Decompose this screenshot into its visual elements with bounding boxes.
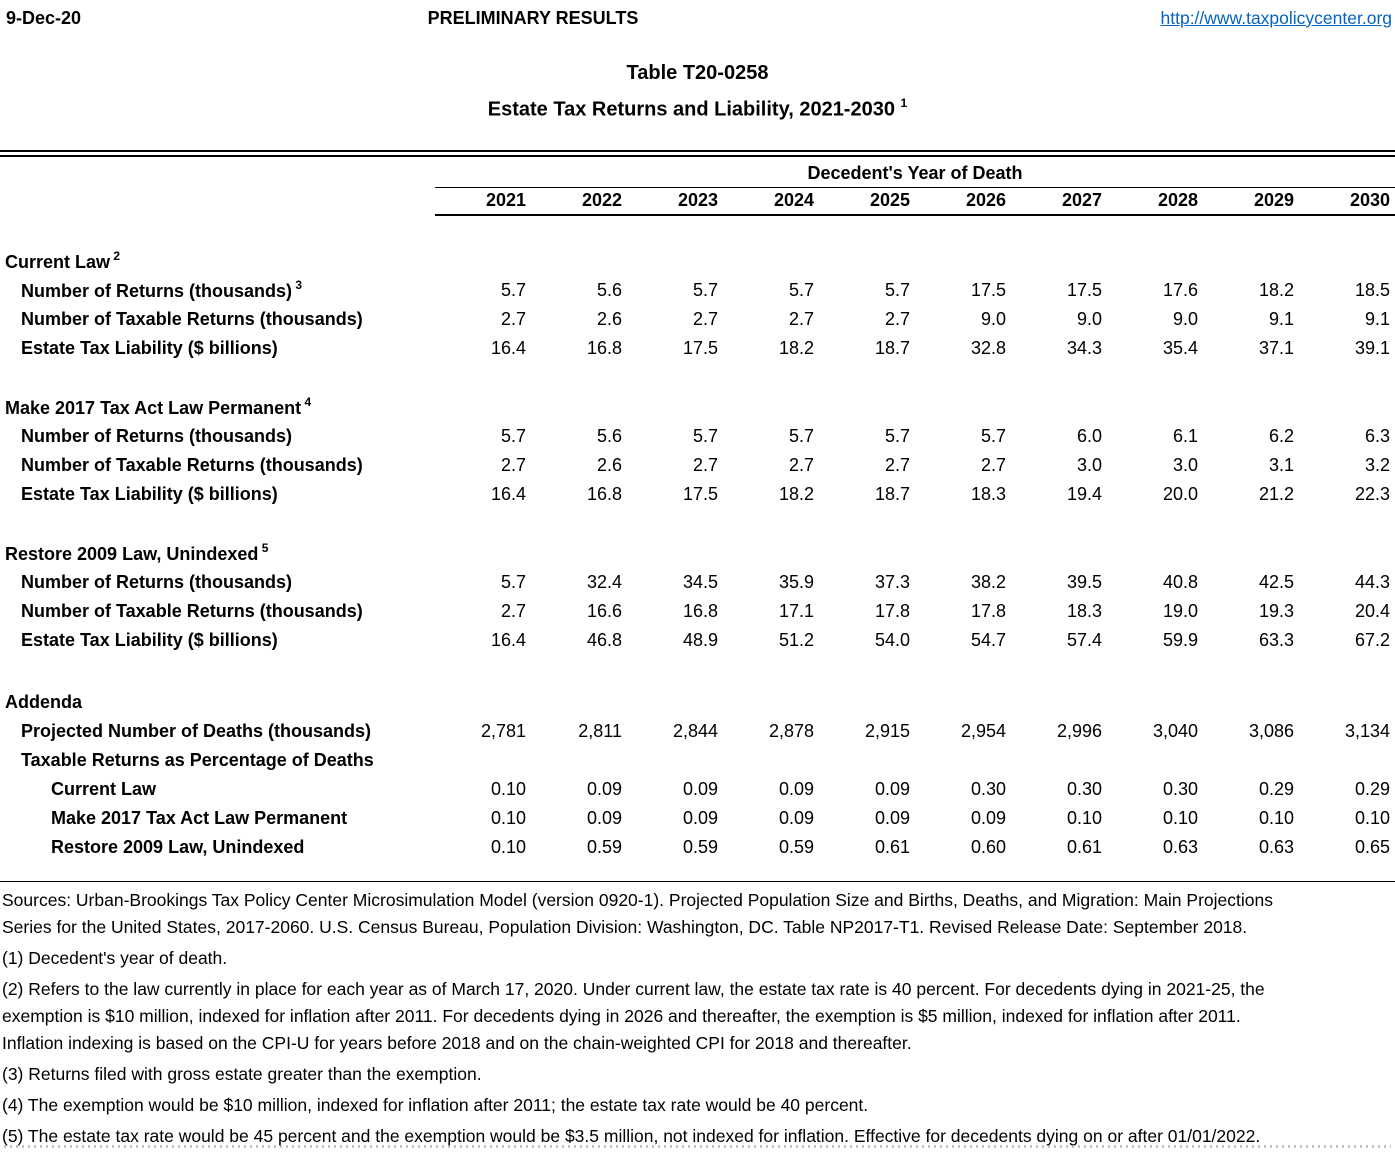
subtitle-text: Estate Tax Returns and Liability, 2021-2030 — [487, 98, 895, 121]
value-cell — [1299, 539, 1395, 568]
value-cell: 18.3 — [1066, 601, 1102, 621]
value-cell — [1299, 247, 1395, 276]
value-cell: 2.7 — [500, 309, 526, 329]
value-cell: 0.65 — [1355, 837, 1391, 857]
value-cell: 19.3 — [1258, 601, 1294, 621]
value-cell: 17.6 — [1162, 280, 1198, 300]
value-cell: 5.7 — [500, 426, 526, 446]
value-cell: 9.0 — [1172, 309, 1198, 329]
value-cell — [1299, 688, 1395, 717]
sources-paragraph — [2, 887, 1393, 941]
value-cell: 0.63 — [1258, 837, 1294, 857]
value-cell — [627, 539, 723, 568]
span-header-row — [0, 157, 1395, 187]
year-column-header: 2022 — [531, 187, 627, 215]
value-cell: 17.5 — [970, 280, 1006, 300]
value-cell: 18.7 — [874, 338, 910, 358]
value-cell: 3.2 — [1365, 455, 1391, 475]
value-cell — [723, 393, 819, 422]
value-cell: 16.8 — [682, 601, 718, 621]
row-label: Projected Number of Deaths (thousands) — [21, 721, 372, 741]
value-cell: 17.5 — [682, 338, 718, 358]
value-cell: 35.4 — [1162, 338, 1198, 358]
value-cell — [723, 247, 819, 276]
row-label: Estate Tax Liability ($ billions) — [21, 630, 278, 650]
value-cell: 20.4 — [1355, 601, 1391, 621]
row-label: Addenda — [5, 692, 83, 712]
row-label: Number of Returns (thousands) — [21, 572, 293, 592]
value-cell — [1299, 393, 1395, 422]
value-cell: 2.7 — [500, 601, 526, 621]
sources-line: Series for the United States, 2017-2060. U.S. Census Bureau, Population Division: Washington, DC. Table NP2017-T1. Revised Release Date: September 2018. — [2, 917, 1248, 937]
value-cell — [915, 393, 1011, 422]
value-cell: 0.30 — [970, 779, 1006, 799]
value-cell: 2.7 — [788, 455, 814, 475]
value-cell: 3.0 — [1076, 455, 1102, 475]
value-cell: 2,915 — [864, 721, 910, 741]
value-cell: 0.09 — [586, 779, 622, 799]
row-label: Estate Tax Liability ($ billions) — [21, 338, 278, 358]
value-cell: 0.60 — [970, 837, 1006, 857]
row-label: Number of Taxable Returns (thousands) — [21, 309, 363, 329]
value-cell — [1203, 393, 1299, 422]
value-cell: 9.0 — [1076, 309, 1102, 329]
value-cell: 39.5 — [1066, 572, 1102, 592]
value-cell — [819, 539, 915, 568]
footnote-line: (2) Refers to the law currently in place for each year as of March 17, 2020. Under current law, the estate tax rate is 40 percent. For decedents dying in 2021-25, the — [2, 979, 1265, 999]
row-label: Restore 2009 Law, Unindexed — [51, 837, 305, 857]
section-spacer-cell — [0, 655, 1395, 685]
value-cell — [1299, 746, 1395, 775]
data-row — [0, 334, 1395, 363]
addenda-row — [0, 833, 1395, 862]
value-cell: 19.4 — [1066, 484, 1102, 504]
footnote — [2, 1092, 1393, 1119]
value-cell: 57.4 — [1066, 630, 1102, 650]
value-cell: 6.2 — [1268, 426, 1294, 446]
value-cell: 46.8 — [586, 630, 622, 650]
value-cell: 0.10 — [1066, 808, 1102, 828]
section-spacer — [0, 509, 1395, 539]
year-column-header: 2023 — [627, 187, 723, 215]
value-cell: 51.2 — [778, 630, 814, 650]
value-cell: 19.0 — [1162, 601, 1198, 621]
row-label: Make 2017 Tax Act Law Permanent $^4$ — [5, 395, 312, 418]
value-cell: 39.1 — [1355, 338, 1391, 358]
value-cell: 3.1 — [1268, 455, 1294, 475]
year-header-row — [0, 187, 1395, 215]
footnote-line: Inflation indexing is based on the CPI-U for years before 2018 and on the chain-weighted CPI for 2018 and thereafter. — [2, 1033, 912, 1053]
value-cell: 5.7 — [692, 280, 718, 300]
value-cell — [819, 393, 915, 422]
data-row — [0, 568, 1395, 597]
year-column-header: 2029 — [1203, 187, 1299, 215]
value-cell: 18.7 — [874, 484, 910, 504]
value-cell — [435, 539, 531, 568]
value-cell: 2.7 — [692, 455, 718, 475]
value-cell: 35.9 — [778, 572, 814, 592]
value-cell: 16.8 — [586, 484, 622, 504]
corner-blank-cell — [0, 157, 435, 187]
year-column-header: 2026 — [915, 187, 1011, 215]
value-cell: 0.10 — [490, 808, 526, 828]
footnote — [2, 976, 1393, 1057]
value-cell — [435, 393, 531, 422]
section-spacer-cell — [0, 509, 1395, 539]
value-cell — [915, 746, 1011, 775]
footnote-marker: 5 — [258, 541, 269, 555]
value-cell: 0.63 — [1162, 837, 1198, 857]
year-column-header: 2028 — [1107, 187, 1203, 215]
value-cell: 17.1 — [778, 601, 814, 621]
value-cell: 0.10 — [490, 779, 526, 799]
year-column-header: 2027 — [1011, 187, 1107, 215]
footnote-line: (5) The estate tax rate would be 45 percent and the exemption would be $3.5 million, not indexed for inflation. Effective for decedents dying on or after 01/01/2022. — [2, 1126, 1261, 1146]
footnote-line: (1) Decedent's year of death. — [2, 948, 228, 968]
value-cell: 0.61 — [874, 837, 910, 857]
addenda-row — [0, 804, 1395, 833]
value-cell: 0.09 — [682, 808, 718, 828]
value-cell: 42.5 — [1258, 572, 1294, 592]
value-cell: 5.7 — [500, 572, 526, 592]
row-label: Restore 2009 Law, Unindexed $^5$ — [5, 541, 269, 564]
value-cell: 0.59 — [778, 837, 814, 857]
footnote — [2, 1061, 1393, 1088]
row-label: Estate Tax Liability ($ billions) — [21, 484, 278, 504]
value-cell: 37.1 — [1258, 338, 1294, 358]
row-label: Number of Returns (thousands) $^3$ — [21, 278, 303, 301]
value-cell: 59.9 — [1162, 630, 1198, 650]
sources-line: Sources: Urban-Brookings Tax Policy Center Microsimulation Model (version 0920-1). Projected Population Size and Births, Deaths, and Migration: Main Projections — [2, 890, 1273, 910]
value-cell — [1107, 539, 1203, 568]
value-cell: 0.29 — [1258, 779, 1294, 799]
page-header — [0, 6, 1395, 34]
value-cell — [1011, 746, 1107, 775]
value-cell — [1011, 393, 1107, 422]
value-cell: 9.1 — [1365, 309, 1391, 329]
footnote-marker: 2 — [110, 249, 121, 263]
year-row-blank-cell — [0, 187, 435, 215]
value-cell — [531, 746, 627, 775]
value-cell — [1107, 247, 1203, 276]
value-cell: 18.2 — [778, 484, 814, 504]
footnotes-list — [2, 945, 1393, 1150]
value-cell: 32.8 — [970, 338, 1006, 358]
top-double-rule — [0, 150, 1395, 157]
value-cell: 5.7 — [884, 280, 910, 300]
value-cell — [819, 247, 915, 276]
value-cell: 34.5 — [682, 572, 718, 592]
value-cell: 2,878 — [768, 721, 814, 741]
value-cell — [531, 247, 627, 276]
value-cell: 54.7 — [970, 630, 1006, 650]
value-cell: 67.2 — [1355, 630, 1391, 650]
value-cell — [531, 539, 627, 568]
value-cell — [531, 688, 627, 717]
value-cell — [1203, 688, 1299, 717]
row-label: Number of Taxable Returns (thousands) — [21, 601, 363, 621]
value-cell: 5.6 — [596, 426, 622, 446]
row-label: Taxable Returns as Percentage of Deaths — [21, 750, 374, 770]
footnote — [2, 945, 1393, 972]
value-cell: 32.4 — [586, 572, 622, 592]
value-cell: 21.2 — [1258, 484, 1294, 504]
value-cell — [1107, 393, 1203, 422]
value-cell — [819, 688, 915, 717]
section-header-row — [0, 539, 1395, 568]
data-row — [0, 422, 1395, 451]
report-date: 9-Dec-20 — [6, 8, 82, 28]
section-spacer-cell — [0, 215, 1395, 247]
value-cell: 0.09 — [778, 808, 814, 828]
year-column-header: 2030 — [1299, 187, 1395, 215]
value-cell — [1011, 247, 1107, 276]
value-cell: 5.7 — [692, 426, 718, 446]
value-cell — [435, 247, 531, 276]
value-cell: 3,086 — [1248, 721, 1294, 741]
value-cell: 16.4 — [490, 484, 526, 504]
data-row — [0, 626, 1395, 655]
value-cell: 2,996 — [1056, 721, 1102, 741]
subtitle-superscript: 1 — [900, 96, 908, 110]
value-cell: 17.8 — [970, 601, 1006, 621]
value-cell: 9.1 — [1268, 309, 1294, 329]
estate-table — [0, 157, 1395, 862]
value-cell: 44.3 — [1355, 572, 1391, 592]
section-header-row — [0, 393, 1395, 422]
value-cell: 37.3 — [874, 572, 910, 592]
value-cell: 0.09 — [778, 779, 814, 799]
value-cell: 0.59 — [586, 837, 622, 857]
value-cell: 2.7 — [884, 455, 910, 475]
value-cell: 2.7 — [788, 309, 814, 329]
value-cell — [915, 688, 1011, 717]
value-cell: 0.09 — [874, 808, 910, 828]
row-label: Make 2017 Tax Act Law Permanent — [51, 808, 348, 828]
value-cell: 16.8 — [586, 338, 622, 358]
value-cell — [435, 688, 531, 717]
value-cell: 0.09 — [586, 808, 622, 828]
value-cell: 17.5 — [1066, 280, 1102, 300]
value-cell: 0.10 — [1162, 808, 1198, 828]
value-cell: 17.5 — [682, 484, 718, 504]
value-cell: 0.09 — [874, 779, 910, 799]
value-cell — [627, 393, 723, 422]
title-block — [0, 62, 1395, 122]
value-cell — [627, 688, 723, 717]
value-cell: 20.0 — [1162, 484, 1198, 504]
value-cell: 18.5 — [1355, 280, 1391, 300]
value-cell: 2.7 — [980, 455, 1006, 475]
value-cell — [1011, 688, 1107, 717]
year-column-header: 2021 — [435, 187, 531, 215]
decedents-year-of-death-header: Decedent's Year of Death — [435, 157, 1395, 187]
footnote-line: (3) Returns filed with gross estate greater than the exemption. — [2, 1064, 482, 1084]
data-row — [0, 480, 1395, 509]
data-row — [0, 276, 1395, 305]
value-cell: 22.3 — [1355, 484, 1391, 504]
value-cell — [915, 247, 1011, 276]
value-cell: 3,134 — [1345, 721, 1391, 741]
value-cell: 0.10 — [1258, 808, 1294, 828]
value-cell: 63.3 — [1258, 630, 1294, 650]
value-cell: 6.1 — [1172, 426, 1198, 446]
value-cell — [627, 247, 723, 276]
section-header-row — [0, 247, 1395, 276]
clipped-text-sliver — [4, 1145, 1391, 1148]
value-cell: 34.3 — [1066, 338, 1102, 358]
value-cell: 3.0 — [1172, 455, 1198, 475]
section-spacer — [0, 363, 1395, 393]
value-cell: 16.4 — [490, 338, 526, 358]
value-cell — [531, 393, 627, 422]
footnote-line: (4) The exemption would be $10 million, indexed for inflation after 2011; the estate tax rate would be 40 percent. — [2, 1095, 869, 1115]
value-cell: 0.29 — [1355, 779, 1391, 799]
data-row — [0, 597, 1395, 626]
value-cell: 2.6 — [596, 309, 622, 329]
value-cell: 9.0 — [980, 309, 1006, 329]
value-cell: 6.3 — [1365, 426, 1391, 446]
preliminary-results-label: PRELIMINARY RESULTS — [427, 8, 639, 28]
row-label: Current Law $^2$ — [5, 249, 121, 272]
value-cell: 16.6 — [586, 601, 622, 621]
year-column-header: 2024 — [723, 187, 819, 215]
value-cell — [1203, 746, 1299, 775]
value-cell: 0.61 — [1066, 837, 1102, 857]
value-cell: 18.2 — [778, 338, 814, 358]
value-cell — [1203, 539, 1299, 568]
table-number-title: Table T20-0258 — [626, 62, 769, 84]
value-cell: 0.10 — [490, 837, 526, 857]
data-row — [0, 451, 1395, 480]
footnote-line: exemption is $10 million, indexed for inflation after 2011. For decedents dying in 2026 and thereafter, the exemption is $5 million, indexed for inflation after 2011. — [2, 1006, 1241, 1026]
year-column-header: 2025 — [819, 187, 915, 215]
value-cell — [819, 746, 915, 775]
value-cell: 48.9 — [682, 630, 718, 650]
value-cell: 0.09 — [970, 808, 1006, 828]
data-row — [0, 305, 1395, 334]
table-subtitle — [0, 97, 1395, 122]
value-cell — [1203, 247, 1299, 276]
value-cell — [1107, 688, 1203, 717]
addenda-header-row — [0, 688, 1395, 717]
value-cell: 6.0 — [1076, 426, 1102, 446]
value-cell: 17.8 — [874, 601, 910, 621]
footnote-marker: 3 — [292, 278, 303, 292]
row-label: Number of Returns (thousands) — [21, 426, 293, 446]
value-cell: 2.7 — [884, 309, 910, 329]
addenda-row — [0, 746, 1395, 775]
value-cell: 0.10 — [1355, 808, 1391, 828]
row-label: Number of Taxable Returns (thousands) — [21, 455, 363, 475]
value-cell: 5.7 — [980, 426, 1006, 446]
value-cell: 2.7 — [692, 309, 718, 329]
value-cell: 5.7 — [788, 426, 814, 446]
taxpolicycenter-link[interactable]: http://www.taxpolicycenter.org — [1160, 8, 1392, 28]
value-cell: 54.0 — [874, 630, 910, 650]
value-cell: 0.30 — [1066, 779, 1102, 799]
section-spacer-cell — [0, 363, 1395, 393]
value-cell: 3,040 — [1152, 721, 1198, 741]
value-cell: 5.7 — [884, 426, 910, 446]
value-cell: 2,781 — [480, 721, 526, 741]
value-cell: 38.2 — [970, 572, 1006, 592]
row-label: Current Law — [51, 779, 157, 799]
value-cell: 0.30 — [1162, 779, 1198, 799]
value-cell: 5.6 — [596, 280, 622, 300]
value-cell — [723, 539, 819, 568]
value-cell: 2,954 — [960, 721, 1006, 741]
section-spacer — [0, 655, 1395, 685]
value-cell: 0.09 — [682, 779, 718, 799]
value-cell: 40.8 — [1162, 572, 1198, 592]
footnote-marker: 4 — [301, 395, 312, 409]
value-cell: 2.6 — [596, 455, 622, 475]
value-cell — [723, 688, 819, 717]
section-spacer — [0, 215, 1395, 247]
value-cell — [435, 746, 531, 775]
value-cell: 16.4 — [490, 630, 526, 650]
addenda-row — [0, 775, 1395, 804]
value-cell: 18.2 — [1258, 280, 1294, 300]
footer-notes — [0, 881, 1395, 1154]
value-cell — [915, 539, 1011, 568]
value-cell — [723, 746, 819, 775]
value-cell — [627, 746, 723, 775]
value-cell: 2,811 — [578, 721, 622, 741]
value-cell: 18.3 — [970, 484, 1006, 504]
value-cell: 2,844 — [672, 721, 718, 741]
value-cell — [1011, 539, 1107, 568]
value-cell: 0.59 — [682, 837, 718, 857]
value-cell — [1107, 746, 1203, 775]
value-cell: 2.7 — [500, 455, 526, 475]
value-cell: 5.7 — [788, 280, 814, 300]
addenda-row — [0, 717, 1395, 746]
value-cell: 5.7 — [500, 280, 526, 300]
